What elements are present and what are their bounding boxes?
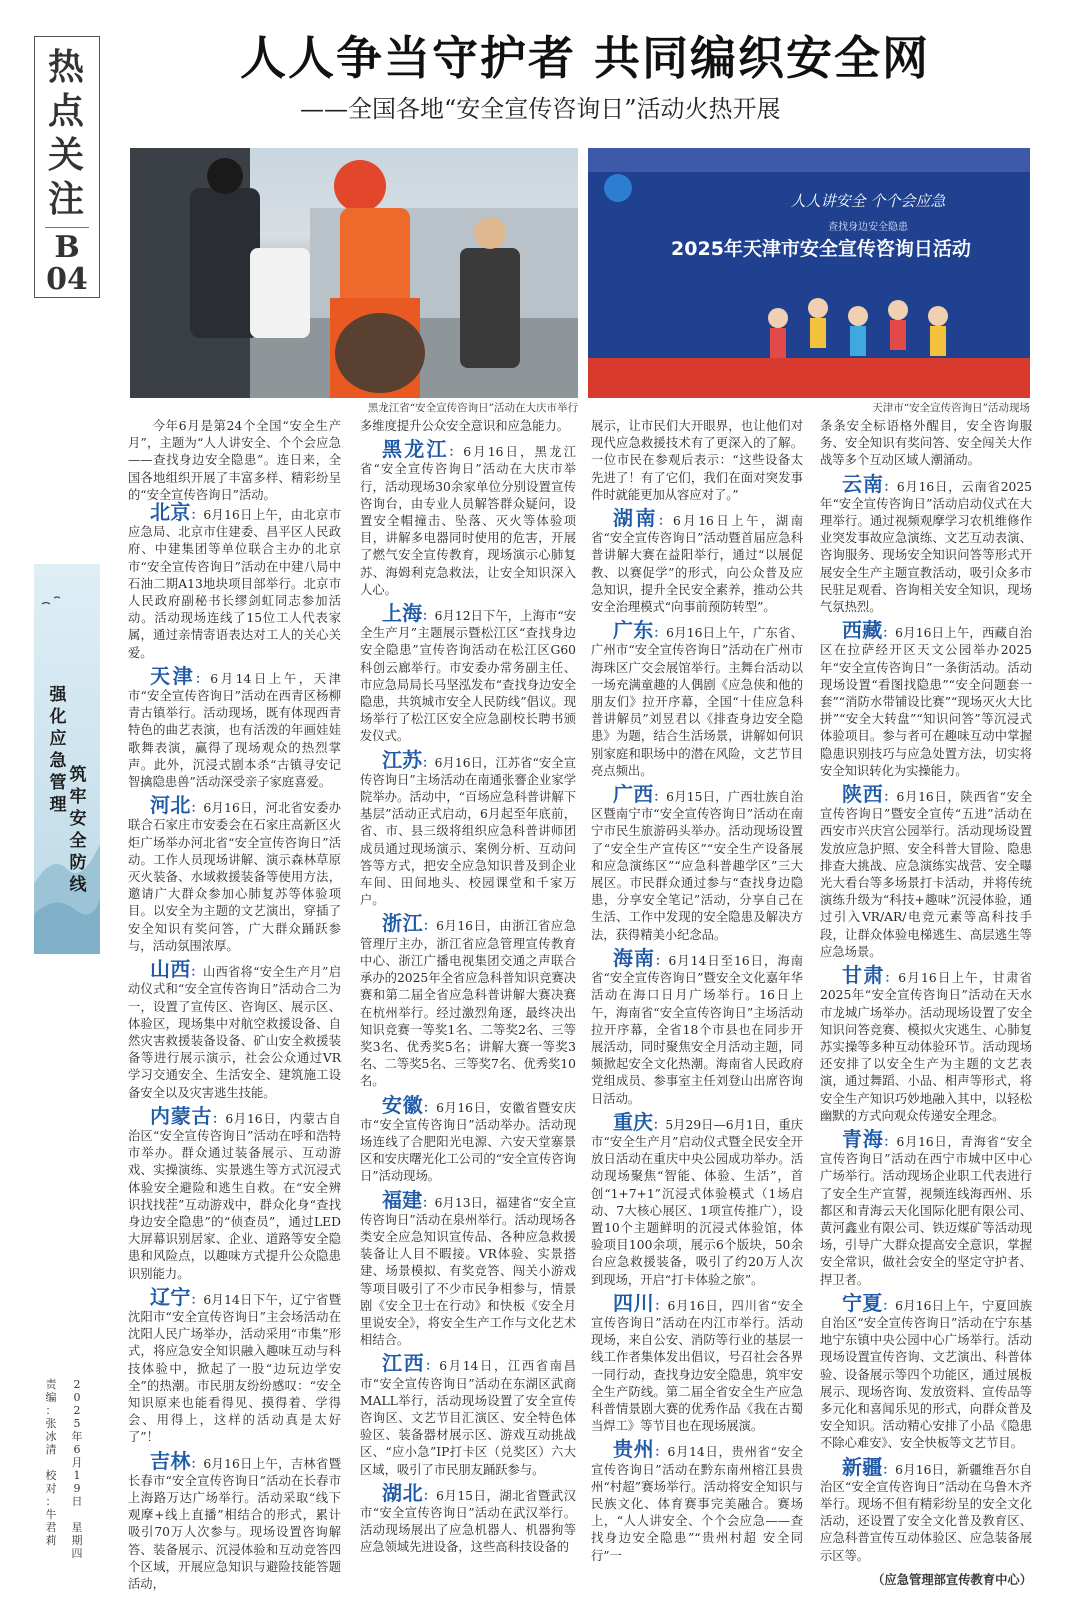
province-name: 海南 bbox=[613, 945, 656, 970]
article-body: 6月14日至16日，海南省“安全宣传咨询日”暨安全文化嘉年华活动在海口日月广场举行。16日上午，海南省“安全宣传咨询日”主场活动拉开序幕，全省18个市县也在同步开展活动，同时聚焦安全月活动主题，同频掀起安全文化热潮。海南省人民政府党组成员、参事室主任刘登山出席咨询日活动。 bbox=[591, 953, 803, 1106]
article-column-1 bbox=[128, 418, 341, 1599]
province-name: 上海 bbox=[382, 601, 423, 626]
province-name: 黑龙江 bbox=[382, 437, 449, 462]
province-name: 湖北 bbox=[382, 1480, 424, 1505]
article-body: 6月16日，青海省“安全宣传咨询日”活动在西宁市城中区中心广场举行。活动现场企业职工代表进行了安全生产宣誓，视频连线海西州、乐都区和青海云天化国际化肥有限公司、黄河鑫业有限公司、铁迈煤矿等活动现场，引导广大群众提高安全意识，掌握安全常识，做社会安全的坚定守护者、捍卫者。 bbox=[820, 1134, 1032, 1287]
province-name: 吉林 bbox=[150, 1448, 191, 1473]
photo-caption-tianjin: 天津市“安全宣传咨询日”活动现场 bbox=[872, 402, 1030, 414]
banner-line-2: 筑 牢 安 全 防 线 bbox=[69, 765, 87, 895]
article-body: 山西省将“安全生产月”启动仪式和“安全宣传咨询日”活动合二为一，设置了宣传区、咨询区、展示区、体验区，现场集中对航空救援设备、自然灾害救援装备设备、矿山安全救援装备等进行展示演示，社会公众通过VR学习交通安全、生活安全、建筑施工设备安全以及灾害逃生技能。 bbox=[128, 965, 341, 1100]
source-credit: （应急管理部宣传教育中心） bbox=[872, 1571, 1032, 1587]
province-name: 辽宁 bbox=[150, 1284, 191, 1309]
province-article: 广西：6月15日，广西壮族自治区暨南宁市“安全宣传咨询日”活动在南宁市民生旅游码头举办。活动现场设置了“安全生产宣传区”“安全生产设备展和应急演练区”“应急科普趣学区”三大展区。市民群众通过参与“查找身边隐患，分享安全笔记”活动，分享自己在生活、工作中发现的安全隐患及解决方法，获得精美小纪念品。 bbox=[591, 782, 803, 942]
province-name: 江苏 bbox=[382, 747, 423, 772]
article-body: 6月16日，新疆维吾尔自治区“安全宣传咨询日”活动在乌鲁木齐举行。现场不但有精彩纷呈的安全文化活动，还设置了安全文化普及教育区、应急科普宣传互动体验区、应急装备展示区等。 bbox=[820, 1462, 1032, 1563]
province-article bbox=[820, 418, 1032, 470]
article-body: 6月16日，黑龙江省“安全宣传咨询日”活动在大庆市举行，活动现场30余家单位分别设置宣传咨询台，由专业人员解答群众疑问，设置安全帽撞击、坠落、灭火等体验项目，讲解多电器同时使用的危害，开展了燃气安全宣传教育，现场演示心肺复苏、海姆利克急救法，让安全知识深入人心。 bbox=[360, 445, 576, 597]
article-body: 6月16日，河北省安委办联合石家庄市安委会在石家庄高新区火炬广场举办河北省“安全宣传咨询日”活动。工作人员现场讲解、演示森林草原灭火装备、水域救援装备等使用方法，邀请广大群众参加心肺复苏等体验项目。以安全为主题的文艺演出，穿插了安全知识有奖问答，广大群众踊跃参与，活动氛围浓厚。 bbox=[128, 801, 341, 953]
province-article: 江苏：6月16日，江苏省“安全宣传咨询日”主场活动在南通张謇企业家学院举办。活动中，“百场应急科普讲解下基层”活动正式启动，6月起至年底前，省、市、县三级将组织应急科普讲师团成员通过现场演示、案例分析、互动问答等方式，把安全应急知识普及到企业车间、田间地头、校园课堂和千家万户。 bbox=[360, 747, 576, 908]
province-article: 云南：6月16日，云南省2025年“安全宣传咨询日”活动启动仪式在大理举行。通过视频观摩学习农机维修作业突发事故应急演练、文艺互动表演、咨询服务、现场安全知识问答等形式开展安全生产主题宣教活动，吸引众多市民驻足观看、咨询相关安全知识，现场气氛热烈。 bbox=[820, 471, 1032, 615]
section-label bbox=[34, 36, 100, 298]
province-article: 北京：6月16日上午，由北京市应急局、北京市住建委、昌平区人民政府、中建集团等单位联合主办的北京市“安全宣传咨询日”活动在中建八局中石油二期A13地块项目部举行。北京市人民政府副秘书长缪剑虹同志参加活动。活动现场连线了15位工人代表家属，通过亲情寄语表达对工人的关心关爱。 bbox=[128, 500, 341, 660]
province-article: 天津：6月14日上午，天津市“安全宣传咨询日”活动在西青区杨柳青古镇举行。活动现场，既有体现西青特色的曲艺表演，也有活泼的年画娃娃歌舞表演，赢得了现场观众的热烈掌声。此外，沉浸式剧本杀“古镇寻安记 智擒隐患兽”活动深受亲子家庭喜爱。 bbox=[128, 663, 341, 790]
province-name: 福建 bbox=[382, 1187, 423, 1212]
province-name: 重庆 bbox=[613, 1109, 654, 1134]
article-body: 6月15日，湖北省暨武汉市“安全宣传咨询日”活动在武汉举行。活动现场展出了应急机器人、机器狗等应急领域先进设备，这些高科技设备的 bbox=[360, 1488, 576, 1555]
article-body: 6月16日，云南省2025年“安全宣传咨询日”活动启动仪式在大理举行。通过视频观摩学习农机维修作业突发事故应急演练、文艺互动表演、咨询服务、现场安全知识问答等形式开展安全生产主题宣教活动，吸引众多市民驻足观看、咨询相关安全知识，现场气氛热烈。 bbox=[820, 479, 1032, 615]
stage-scene-illustration bbox=[588, 148, 1030, 398]
article-body: 6月16日上午，吉林省暨长春市“安全宣传咨询日”活动在长春市上海路万达广场举行。活动采取“线下观摩+线上直播”相结合的形式，累计吸引70万人次参与。现场设置咨询解答、装备展示、沉浸体验和互动竞答四个区域，开展应急知识与避险技能答题活动， bbox=[128, 1456, 341, 1591]
article-body: 展示，让市民们大开眼界，也让他们对现代应急救援技术有了更深入的了解。一位市民在参观后表示：“这些设备太先进了！有了它们，我们在面对突发事件时就能更加从容应对了。” bbox=[591, 419, 803, 502]
screen-slogan: 人人讲安全 个个会应急 bbox=[790, 192, 946, 210]
province-article: 贵州：6月14日，贵州省“安全宣传咨询日”活动在黔东南州榕江县贵州“村超”赛场举行。活动将安全知识与民族文化、体育赛事完美融合。赛场上，“人人讲安全、个个会应急——查找身边安全隐患”“贵州村超 安全同行”一 bbox=[591, 1437, 803, 1563]
province-name: 安徽 bbox=[382, 1092, 424, 1117]
province-article: 吉林：6月16日上午，吉林省暨长春市“安全宣传咨询日”活动在长春市上海路万达广场举行。活动采取“线下观摩+线上直播”相结合的形式，累计吸引70万人次参与。现场设置咨询解答、装备展示、沉浸体验和互动竞答四个区域，开展应急知识与避险技能答题活动， bbox=[128, 1448, 341, 1591]
province-article: 宁夏：6月16日上午，宁夏回族自治区“安全宣传咨询日”活动在宁东基地宁东镇中央公园中心广场举行。活动现场设置宣传咨询、文艺演出、科普体验、设备展示等四个功能区，通过展板展示、现场咨询、发放资料、宣传品等多元化和喜闻乐见的形式，向群众普及安全知识。活动精心安排了小品《隐患不除心难安》、安全快板等文艺节目。 bbox=[820, 1290, 1032, 1451]
page-number: B 04 bbox=[46, 230, 88, 297]
province-article: 河北：6月16日，河北省安委办联合石家庄市安委会在石家庄高新区火炬广场举办河北省“安全宣传咨询日”活动。工作人员现场讲解、演示森林草原灭火装备、水域救援装备等使用方法，邀请广大群众参加心肺复苏等体验项目。以安全为主题的文艺演出，穿插了安全知识有奖问答，广大群众踊跃参与，活动氛围浓厚。 bbox=[128, 793, 341, 953]
editor-credit: 责 编 ： 张 冰 清 校 对 ： 牛 君 莉 bbox=[45, 1378, 57, 1547]
article-body: 6月16日，四川省“安全宣传咨询日”活动在内江市举行。活动现场，来自公安、消防等行业的基层一线工作者集体发出倡议，号召社会各界一同行动，查找身边安全隐患，筑牢安全生产防线。第二届全省安全生产应急科普情景剧大赛的优秀作品《我在古蜀当焊工》等节目也在现场展演。 bbox=[591, 1298, 803, 1434]
screen-sub: 查找身边安全隐患 bbox=[828, 222, 908, 233]
article-body: 6月16日上午，湖南省“安全宣传咨询日”活动暨首届应急科普讲解大赛在益阳举行，通过“以展促教、以赛促学”的形式，向公众普及应急知识，提升全民安全素养，推动公共安全治理模式“向事前预防转型”。 bbox=[591, 514, 803, 615]
article-body: 条条安全标语格外醒目，安全咨询服务、安全知识有奖问答、安全闯关大作战等多个互动区域人潮涌动。 bbox=[820, 419, 1032, 468]
province-article: 海南：6月14日至16日，海南省“安全宣传咨询日”暨安全文化嘉年华活动在海口日月广场举行。16日上午，海南省“安全宣传咨询日”主场活动拉开序幕，全省18个市县也在同步开展活动，同时聚焦安全月活动主题，同频掀起安全文化热潮。海南省人民政府党组成员、参事室主任刘登山出席咨询日活动。 bbox=[591, 945, 803, 1106]
article-body: 6月13日，福建省“安全宣传咨询日”活动在泉州举行。活动现场各类安全应急知识宣传品、各种应急救援装备让人目不暇接。VR体验、实景搭建、场景模拟、有奖竞答、闯关小游戏等项目吸引了不少市民争相参与，情景剧《安全卫士在行动》和快板《安全月里说安全》，将安全生产工作与文化艺术相结合。 bbox=[360, 1195, 576, 1348]
province-article: 辽宁：6月14日下午，辽宁省暨沈阳市“安全宣传咨询日”主会场活动在沈阳人民广场举办，活动采用“市集”形式，将应急安全知识融入趣味互动与科技体验中，掀起了一股“边玩边学安全”的热潮。市民朋友纷纷感叹：“安全知识原来也能看得见、摸得着、学得会、用得上，这样的活动真是太好了”！ bbox=[128, 1284, 341, 1445]
headline: 人人争当守护者 共同编织安全网 bbox=[239, 31, 930, 85]
province-article: 上海：6月12日下午，上海市“安全生产月”主题展示暨松江区“查找身边安全隐患”宣传咨询活动在松江区G60科创云廊举行。市安委办常务副主任、市应急局局长马坚泓发布“查找身边安全隐患，共筑城市安全人民防线”倡议。现场举行了松江区安全应急副校长聘书颁发仪式。 bbox=[360, 601, 576, 744]
province-article: 青海：6月16日，青海省“安全宣传咨询日”活动在西宁市城中区中心广场举行。活动现场企业职工代表进行了安全生产宣誓，视频连线海西州、乐都区和青海云天化国际化肥有限公司、黄河鑫业有限公司、铁迈煤矿等活动现场，引导广大群众提高安全意识，掌握安全常识，做社会安全的坚定守护者、捍卫者。 bbox=[820, 1126, 1032, 1287]
article-column-2 bbox=[360, 418, 576, 1563]
province-name: 湖南 bbox=[613, 506, 659, 531]
province-name: 青海 bbox=[842, 1126, 884, 1151]
province-article: 新疆：6月16日，新疆维吾尔自治区“安全宣传咨询日”活动在乌鲁木齐举行。现场不但有精彩纷呈的安全文化活动，还设置了安全文化普及教育区、应急科普宣传互动体验区、应急装备展示区等。 bbox=[820, 1454, 1032, 1563]
province-article: 湖北：6月15日，湖北省暨武汉市“安全宣传咨询日”活动在武汉举行。活动现场展出了应急机器人、机器狗等应急领域先进设备，这些高科技设备的 bbox=[360, 1480, 576, 1555]
province-article: 西藏：6月16日上午，西藏自治区在拉萨经开区天文公园举办2025年“安全宣传咨询日”一条街活动。活动现场设置“看图找隐患”“安全问题套一套”“消防水带铺设比赛”“现场灭火大比拼”“安全大转盘”“知识问答”等沉浸式体验项目。参与者可在趣味互动中掌握隐患识别技巧与应急处置方法，切实将安全知识转化为实操能力。 bbox=[820, 618, 1032, 778]
province-name: 宁夏 bbox=[842, 1290, 883, 1315]
article-body: 6月16日上午，甘肃省2025年“安全宣传咨询日”活动在天水市龙城广场举办。活动现场设置了安全知识问答竞赛、模拟火灾逃生、心肺复苏实操等多种互动体验环节。活动现场还安排了以安全生产为主题的文艺表演，通过舞蹈、小品、相声等形式，将安全生产知识巧妙地融入其中，以轻松幽默的方式向观众传递安全理念。 bbox=[820, 971, 1032, 1123]
province-article: 福建：6月13日，福建省“安全宣传咨询日”活动在泉州举行。活动现场各类安全应急知识宣传品、各种应急救援装备让人目不暇接。VR体验、实景搭建、场景模拟、有奖竞答、闯关小游戏等项目吸引了不少市民争相参与，情景剧《安全卫士在行动》和快板《安全月里说安全》，将安全生产工作与文化艺术相结合。 bbox=[360, 1187, 576, 1348]
province-name: 四川 bbox=[613, 1290, 655, 1315]
province-name: 贵州 bbox=[613, 1437, 655, 1462]
article-body: 6月16日上午，由北京市应急局、北京市住建委、昌平区人民政府、中建集团等单位联合主办的北京市“安全宣传咨询日”活动在中建八局中石油二期A13地块项目部举行。北京市人民政府副秘书长缪剑虹同志参加活动。活动现场连线了15位工人代表家属，通过亲情寄语表达对工人的关心关爱。 bbox=[128, 508, 341, 660]
screen-title: 2025年天津市安全宣传咨询日活动 bbox=[671, 238, 971, 260]
province-article: 湖南：6月16日上午，湖南省“安全宣传咨询日”活动暨首届应急科普讲解大赛在益阳举行，通过“以展促教、以赛促学”的形式，向公众普及应急知识，提升全民安全素养，推动公共安全治理模式“向事前预防转型”。 bbox=[591, 506, 803, 615]
province-article: 黑龙江：6月16日，黑龙江省“安全宣传咨询日”活动在大庆市举行，活动现场30余家单位分别设置宣传咨询台，由专业人员解答群众疑问，设置安全帽撞击、坠落、灭火等体验项目，讲解多电器同时使用的危害，开展了燃气安全宣传教育，现场演示心肺复苏、海姆利克急救法，让安全知识深入人心。 bbox=[360, 437, 576, 597]
section-title: 热 点 关 注 bbox=[47, 46, 86, 220]
province-article: 浙江：6月16日，由浙江省应急管理厅主办，浙江省应急管理宣传教育中心、浙江广播电视集团交通之声联合承办的2025年全省应急科普知识竞赛决赛和第二届全省应急科普讲解大赛决赛在杭州举行。经过激烈角逐，最终决出知识竞赛一等奖1名、二等奖2名、三等奖3名、优秀奖5名；讲解大赛一等奖3名、二等奖5名、三等奖7名、优秀奖10名。 bbox=[360, 911, 576, 1089]
province-name: 广西 bbox=[613, 782, 654, 807]
province-name: 河北 bbox=[150, 793, 191, 818]
article-intro: 今年6月是第24个全国“安全生产月”，主题为“人人讲安全、个个会应急——查找身边安全隐患”。连日来，全国各地组织开展了丰富多样、精彩纷呈的“安全宣传咨询日”活动。 bbox=[128, 419, 341, 502]
province-name: 新疆 bbox=[842, 1454, 883, 1479]
article-body: 6月14日下午，辽宁省暨沈阳市“安全宣传咨询日”主会场活动在沈阳人民广场举办，活动采用“市集”形式，将应急安全知识融入趣味互动与科技体验中，掀起了一股“边玩边学安全”的热潮。市民朋友纷纷感叹：“安全知识原来也能看得见、摸得着、学得会、用得上，这样的活动真是太好了”！ bbox=[128, 1292, 341, 1445]
article-body: 6月16日上午，广东省、广州市“安全宣传咨询日”活动在广州市海珠区广交会展馆举行。主舞台活动以一场充满童趣的人偶剧《应急侠和他的朋友们》拉开序幕，全国“十佳应急科普讲解员”刘昱君以《排查身边安全隐患》为题，结合生活场景，讲解如何识别家庭和职场中的潜在风险，文艺节目亮点频出。 bbox=[591, 626, 803, 778]
article-body: 6月16日，安徽省暨安庆市“安全宣传咨询日”活动举办。活动现场连线了合肥阳光电源、六安天堂寨景区和安庆曙光化工公司的“安全宣传咨询日”活动现场。 bbox=[360, 1100, 576, 1184]
article-body: 6月16日，内蒙古自治区“安全宣传咨询日”活动在呼和浩特市举办。群众通过装备展示、互动游戏、实操演练、实景逃生等方式沉浸式体验安全避险和逃生自救。在“安全辨识找找茬”互动游戏中，群众化身“查找身边安全隐患”的“侦查员”，通过LED大屏幕识别居家、企业、道路等安全隐患和风险点，以趣味方式提升公众隐患识别能力。 bbox=[128, 1111, 341, 1281]
article-body: 6月14日，贵州省“安全宣传咨询日”活动在黔东南州榕江县贵州“村超”赛场举行。活动将安全知识与民族文化、体育赛事完美融合。赛场上，“人人讲安全、个个会应急——查找身边安全隐患”“贵州村超 安全同行”一 bbox=[591, 1445, 803, 1563]
rescue-scene-illustration bbox=[130, 148, 578, 398]
article-body: 6月15日，广西壮族自治区暨南宁市“安全宣传咨询日”活动在南宁市民生旅游码头举办。活动现场设置了“安全生产宣传区”“安全生产设备展和应急演练区”“应急科普趣学区”三大展区。市民群众通过参与“查找身边隐患，分享安全笔记”活动，分享自己在生活、工作中发现的安全隐患及解决方法，获得精美小纪念品。 bbox=[591, 790, 803, 942]
province-name: 西藏 bbox=[842, 618, 883, 643]
article-body: 6月14日上午，天津市“安全宣传咨询日”活动在西青区杨柳青古镇举行。活动现场，既有体现西青特色的曲艺表演，也有活泼的年画娃娃歌舞表演，赢得了现场观众的热烈掌声。此外，沉浸式剧本杀“古镇寻安记 智擒隐患兽”活动深受亲子家庭喜爱。 bbox=[128, 671, 341, 790]
province-article: 山西：山西省将“安全生产月”启动仪式和“安全宣传咨询日”活动合二为一，设置了宣传区、咨询区、展示区、体验区，现场集中对航空救援设备、自然灾害救援装备设备、矿山安全救援装备等进行展示演示，社会公众通过VR学习交通安全、生活安全、建筑施工设备安全以及灾害逃生技能。 bbox=[128, 957, 341, 1100]
subheadline: ——全国各地“安全宣传咨询日”活动火热开展 bbox=[300, 95, 781, 123]
province-name: 天津 bbox=[150, 663, 196, 688]
issue-date: 2 0 2 5 年 6 月 1 9 日 星 期 四 bbox=[71, 1378, 83, 1560]
article-body: 多维度提升公众安全意识和应急能力。 bbox=[360, 419, 570, 433]
province-article: 内蒙古：6月16日，内蒙古自治区“安全宣传咨询日”活动在呼和浩特市举办。群众通过装备展示、互动游戏、实操演练、实景逃生等方式沉浸式体验安全避险和逃生自救。在“安全辨识找找茬”互动游戏中，群众化身“查找身边安全隐患”的“侦查员”，通过LED大屏幕识别居家、企业、道路等安全隐患和风险点，以趣味方式提升公众隐患识别能力。 bbox=[128, 1103, 341, 1281]
province-article: 陕西：6月16日，陕西省“安全宣传咨询日”暨安全宣传“五进”活动在西安市兴庆宫公园举行。活动现场设置发放应急护照、安全科普大冒险、隐患排查大挑战、应急演练实战营、安全曝光大看台等多场景打卡活动，并将传统演练升级为“科技+趣味”沉浸体验，通过引入VR/AR/电竞元素等高科技手段，让群众体验电梯逃生、高层逃生等应急场景。 bbox=[820, 782, 1032, 959]
province-article: 江西：6月14日，江西省南昌市“安全宣传咨询日”活动在东湖区武商MALL举行，活动现场设置了安全宣传咨询区、文艺节目汇演区、安全特色体验区、装备器材展示区、游戏互动挑战区、“应小急”IP打卡区（兑奖区）六大区域，吸引了市民朋友踊跃参与。 bbox=[360, 1351, 576, 1477]
province-name: 内蒙古 bbox=[150, 1103, 213, 1128]
province-article: 甘肃：6月16日上午，甘肃省2025年“安全宣传咨询日”活动在天水市龙城广场举办。活动现场设置了安全知识问答竞赛、模拟火灾逃生、心肺复苏实操等多种互动体验环节。活动现场还安排了以安全生产为主题的文艺表演，通过舞蹈、小品、相声等形式，将安全生产知识巧妙地融入其中，以轻松幽默的方式向观众传递安全理念。 bbox=[820, 963, 1032, 1123]
article-body: 6月16日上午，宁夏回族自治区“安全宣传咨询日”活动在宁东基地宁东镇中央公园中心广场举行。活动现场设置宣传咨询、文艺演出、科普体验、设备展示等四个功能区，通过展板展示、现场咨询、发放资料、宣传品等多元化和喜闻乐见的形式，向群众普及安全知识。活动精心安排了小品《隐患不除心难安》、安全快板等文艺节目。 bbox=[820, 1298, 1032, 1451]
province-name: 云南 bbox=[842, 471, 884, 496]
province-article: 重庆：5月29日—6月1日，重庆市“安全生产月”启动仪式暨全民安全开放日活动在重庆中央公园成功举办。活动现场聚焦“智能、体验、生活”，首创“1+7+1”沉浸式体验模式（1场启动、7大核心展区、1项宣传推广），设置10个主题鲜明的沉浸式体验馆，体验项目100余项，展示6个版块，50余台应急救援装备，吸引了约20万人次到现场，开启“打卡体验之旅”。 bbox=[591, 1109, 803, 1287]
photo-heilongjiang bbox=[130, 148, 578, 398]
article-body: 5月29日—6月1日，重庆市“安全生产月”启动仪式暨全民安全开放日活动在重庆中央公园成功举办。活动现场聚焦“智能、体验、生活”，首创“1+7+1”沉浸式体验模式（1场启动、7大核心展区、1项宣传推广），设置10个主题鲜明的沉浸式体验馆，体验项目100余项，展示6个版块，50余台应急救援装备，吸引了约20万人次到现场，开启“打卡体验之旅”。 bbox=[591, 1117, 803, 1287]
article-column-4 bbox=[820, 418, 1032, 1588]
province-article bbox=[360, 418, 576, 435]
article-body: 6月16日，江苏省“安全宣传咨询日”主场活动在南通张謇企业家学院举办。活动中，“百场应急科普讲解下基层”活动正式启动，6月起至年底前，省、市、县三级将组织应急科普讲师团成员通过现场演示、案例分析、互动问答等方式，把安全应急知识普及到企业车间、田间地头、校园课堂和千家万户。 bbox=[360, 755, 576, 908]
photo-caption-heilongjiang: 黑龙江省“安全宣传咨询日”活动在大庆市举行 bbox=[367, 402, 578, 414]
province-name: 江西 bbox=[382, 1351, 426, 1376]
province-article: 四川：6月16日，四川省“安全宣传咨询日”活动在内江市举行。活动现场，来自公安、消防等行业的基层一线工作者集体发出倡议，号召社会各界一同行动，查找身边安全隐患，筑牢安全生产防线。第二届全省安全生产应急科普情景剧大赛的优秀作品《我在古蜀当焊工》等节目也在现场展演。 bbox=[591, 1290, 803, 1434]
banner-line-1: 强 化 应 急 管 理 bbox=[49, 685, 67, 815]
article-body: 6月16日上午，西藏自治区在拉萨经开区天文公园举办2025年“安全宣传咨询日”一条街活动。活动现场设置“看图找隐患”“安全问题套一套”“消防水带铺设比赛”“现场灭火大比拼”“安全大转盘”“知识问答”等沉浸式体验项目。参与者可在趣味互动中掌握隐患识别技巧与应急处置方法，切实将安全知识转化为实操能力。 bbox=[820, 626, 1032, 778]
province-article bbox=[591, 418, 803, 504]
province-article: 广东：6月16日上午，广东省、广州市“安全宣传咨询日”活动在广州市海珠区广交会展馆举行。主舞台活动以一场充满童趣的人偶剧《应急侠和他的朋友们》拉开序幕，全国“十佳应急科普讲解员”刘昱君以《排查身边安全隐患》为题，结合生活场景，讲解如何识别家庭和职场中的潜在风险，文艺节目亮点频出。 bbox=[591, 618, 803, 778]
province-name: 陕西 bbox=[842, 782, 884, 807]
article-body: 6月16日，陕西省“安全宣传咨询日”暨安全宣传“五进”活动在西安市兴庆宫公园举行。活动现场设置发放应急护照、安全科普大冒险、隐患排查大挑战、应急演练实战营、安全曝光大看台等多场景打卡活动，并将传统演练升级为“科技+趣味”沉浸体验，通过引入VR/AR/电竞元素等高科技手段，让群众体验电梯逃生、高层逃生等应急场景。 bbox=[820, 790, 1032, 959]
article-column-3 bbox=[591, 418, 803, 1571]
province-article: 安徽：6月16日，安徽省暨安庆市“安全宣传咨询日”活动举办。活动现场连线了合肥阳光电源、六安天堂寨景区和安庆曙光化工公司的“安全宣传咨询日”活动现场。 bbox=[360, 1092, 576, 1184]
photo-tianjin bbox=[588, 148, 1030, 398]
article-body: 6月16日，由浙江省应急管理厅主办，浙江省应急管理宣传教育中心、浙江广播电视集团交通之声联合承办的2025年全省应急科普知识竞赛决赛和第二届全省应急科普讲解大赛决赛在杭州举行。经过激烈角逐，最终决出知识竞赛一等奖1名、二等奖2名、三等奖3名、优秀奖5名；讲解大赛一等奖3名、二等奖5名、三等奖7名、优秀奖10名。 bbox=[360, 919, 576, 1089]
province-name: 北京 bbox=[150, 500, 191, 525]
province-name: 山西 bbox=[150, 957, 191, 982]
province-name: 浙江 bbox=[382, 911, 424, 936]
province-name: 甘肃 bbox=[842, 963, 885, 988]
article-body: 6月14日，江西省南昌市“安全宣传咨询日”活动在东湖区武商MALL举行，活动现场设置了安全宣传咨询区、文艺节目汇演区、安全特色体验区、装备器材展示区、游戏互动挑战区、“应小急”IP打卡区（兑奖区）六大区域，吸引了市民朋友踊跃参与。 bbox=[360, 1359, 576, 1477]
slogan-banner bbox=[34, 564, 100, 954]
province-name: 广东 bbox=[613, 618, 654, 643]
article-body: 6月12日下午，上海市“安全生产月”主题展示暨松江区“查找身边安全隐患”宣传咨询活动在松江区G60科创云廊举行。市安委办常务副主任、市应急局局长马坚泓发布“查找身边安全隐患，共筑城市安全人民防线”倡议。现场举行了松江区安全应急副校长聘书颁发仪式。 bbox=[360, 609, 576, 744]
